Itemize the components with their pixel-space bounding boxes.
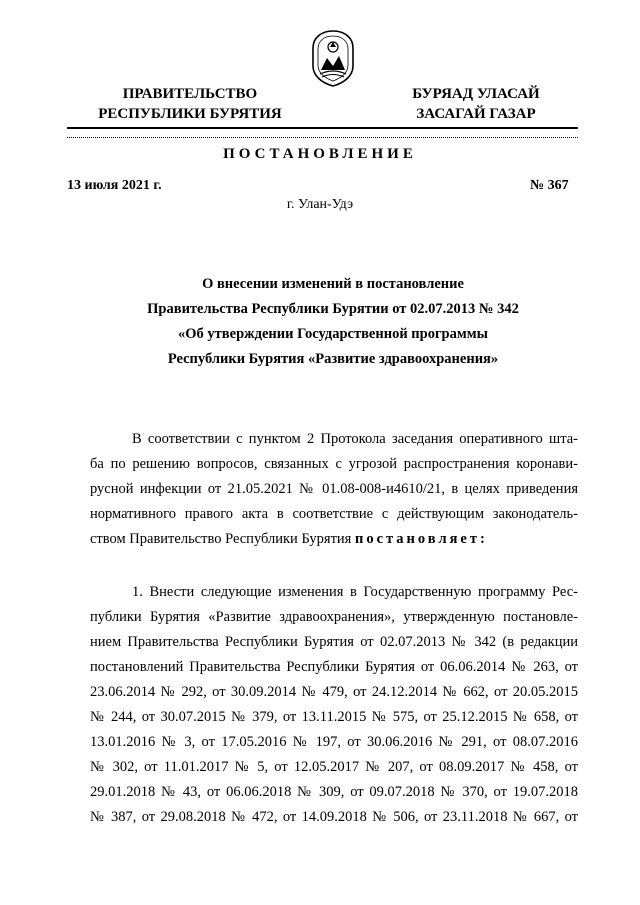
text-line: ба по решению вопросов, связанных с угрозой распространения коронави- bbox=[90, 456, 578, 472]
document-number: № 367 bbox=[530, 178, 569, 193]
issuer-line: РЕСПУБЛИКИ БУРЯТИЯ bbox=[98, 106, 282, 122]
item-1-paragraph bbox=[90, 580, 578, 830]
issuer-name-russian bbox=[80, 84, 300, 124]
text-line: 23.06.2014 № 292, от 30.09.2014 № 479, от 24.12.2014 № 662, от 20.05.2015 bbox=[90, 684, 578, 700]
text-line: нием Правительства Республики Бурятия от 02.07.2013 № 342 (в редакции bbox=[90, 634, 578, 650]
title-line: Правительства Республики Бурятии от 02.07.2013 № 342 bbox=[147, 301, 519, 317]
document-title bbox=[100, 272, 566, 372]
text-line: публики Бурятия «Развитие здравоохранения», утвержденную постановле- bbox=[90, 609, 578, 625]
text-line: В соответствии с пунктом 2 Протокола заседания оперативного шта- bbox=[132, 431, 578, 447]
text-segment: ством Правительство Республики Бурятия bbox=[90, 531, 355, 547]
coat-of-arms-icon bbox=[303, 28, 363, 88]
resolution-keyword: постановляет: bbox=[354, 531, 488, 547]
text-line bbox=[90, 527, 578, 552]
preamble-paragraph bbox=[90, 427, 578, 552]
text-line: 13.01.2016 № 3, от 17.05.2016 № 197, от 30.06.2016 № 291, от 08.07.2016 bbox=[90, 734, 578, 750]
document-type: ПОСТАНОВЛЕНИЕ bbox=[223, 146, 417, 162]
text-line: 29.01.2018 № 43, от 06.06.2018 № 309, от 09.07.2018 № 370, от 19.07.2018 bbox=[90, 784, 578, 800]
title-line: «Об утверждении Государственной программы bbox=[178, 326, 488, 342]
text-line: русной инфекции от 21.05.2021 № 01.08-008-и4610/21, в целях приведения bbox=[90, 481, 578, 497]
text-line: № 244, от 30.07.2015 № 379, от 13.11.2015 № 575, от 25.12.2015 № 658, от bbox=[90, 709, 578, 725]
title-line: Республики Бурятия «Развитие здравоохранения» bbox=[167, 351, 499, 367]
issuer-line: ПРАВИТЕЛЬСТВО bbox=[122, 86, 258, 102]
issuer-line: ЗАСАГАЙ ГАЗАР bbox=[416, 106, 536, 122]
title-line: О внесении изменений в постановление bbox=[202, 276, 464, 292]
issuer-name-buryat bbox=[388, 84, 564, 124]
document-place: г. Улан-Удэ bbox=[286, 197, 354, 212]
text-line: нормативного правого акта в соответствие с действующим законодатель- bbox=[90, 506, 578, 522]
text-line: 1. Внести следующие изменения в Государственную программу Рес- bbox=[132, 584, 578, 600]
document-date: 13 июля 2021 г. bbox=[67, 178, 162, 193]
text-line: № 302, от 11.01.2017 № 5, от 12.05.2017 № 207, от 08.09.2017 № 458, от bbox=[90, 759, 578, 775]
text-line: № 387, от 29.08.2018 № 472, от 14.09.2018 № 506, от 23.11.2018 № 667, от bbox=[90, 809, 578, 825]
header-divider-thick bbox=[67, 127, 578, 129]
text-line: постановлений Правительства Республики Бурятия от 06.06.2014 № 263, от bbox=[90, 659, 578, 675]
header-divider-thin bbox=[67, 137, 578, 138]
issuer-line: БУРЯАД УЛАСАЙ bbox=[412, 86, 540, 102]
